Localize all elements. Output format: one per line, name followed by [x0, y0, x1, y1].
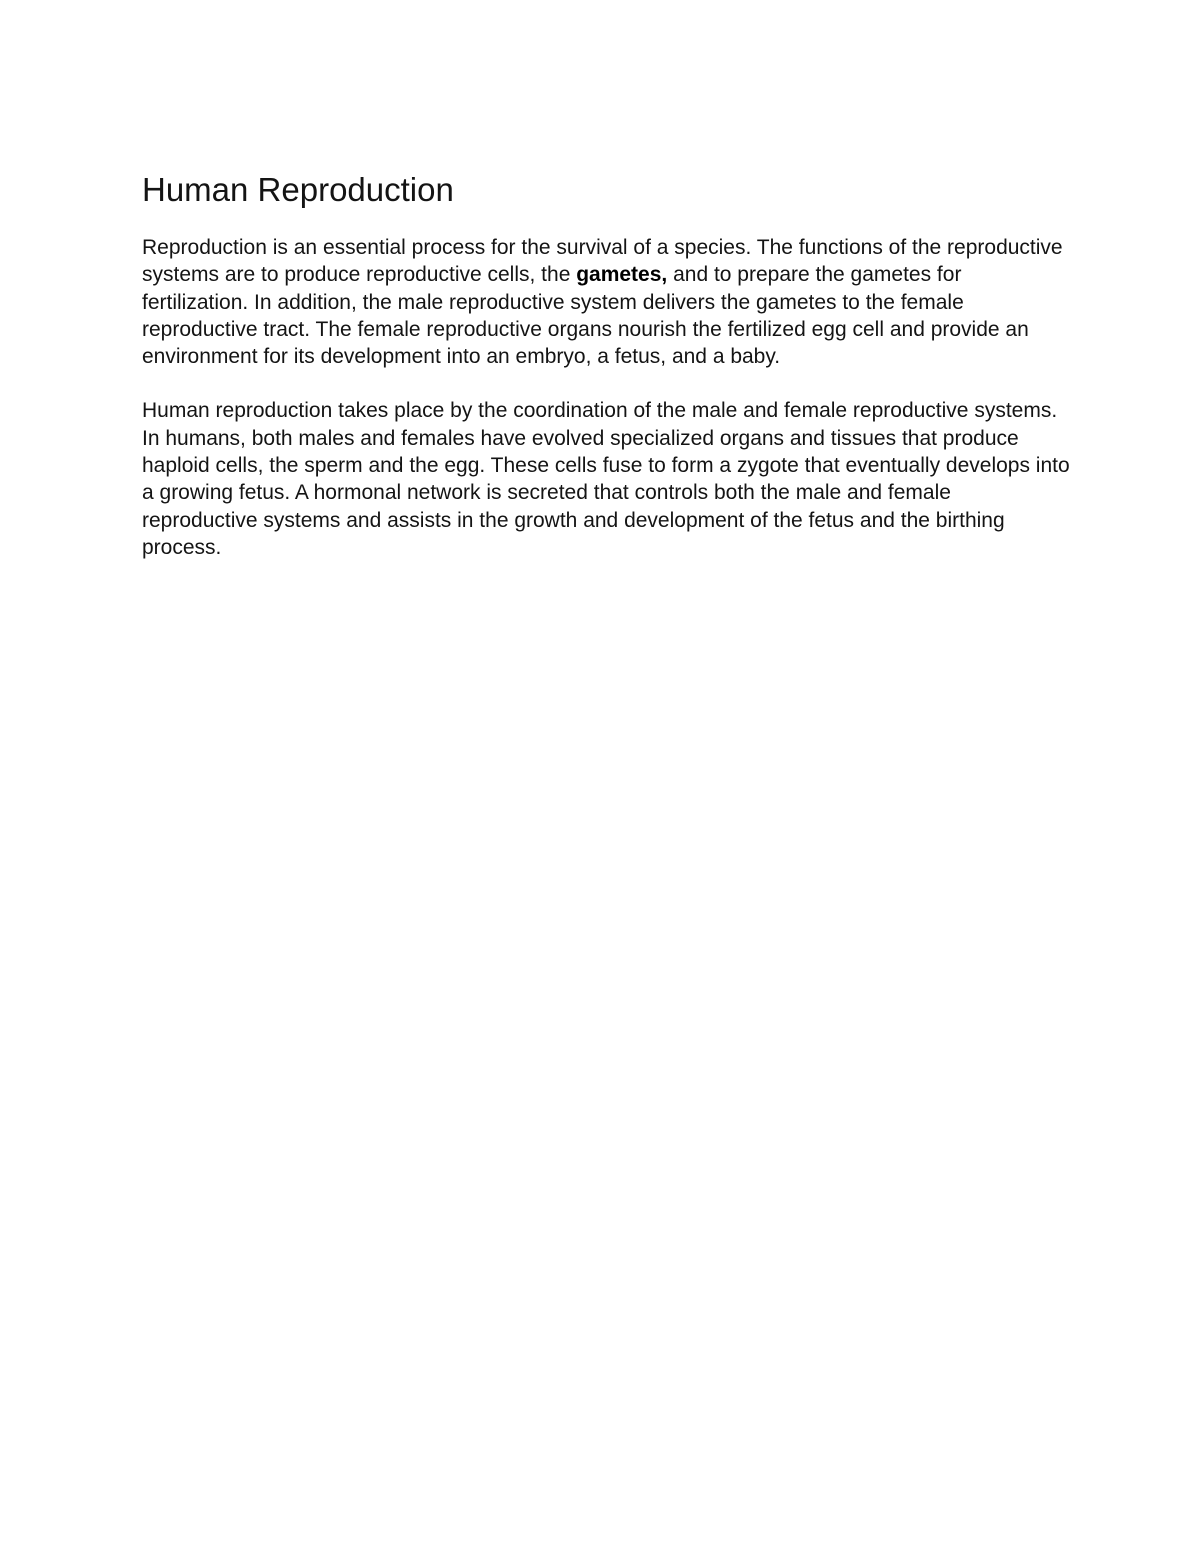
document-body — [142, 168, 1072, 588]
paragraph-intro-text-start: Reproduction is an essential process for the survival of a species. The functions of the reproductive systems are to produce reproductive cells, the — [142, 236, 1063, 287]
page-title: Human Reproduction — [142, 171, 454, 208]
paragraph-coordination: Human reproduction takes place by the coordination of the male and female reproductive systems. In humans, both males and females have evolved specialized organs and tissues that produce haploid cells, the sperm and the egg. These cells fuse to form a zygote that eventually develops into a growing fetus. A hormonal network is secreted that controls both the male and female reproductive systems and assists in the growth and development of the fetus and the birthing process. — [142, 399, 1070, 559]
bold-term-gametes: gametes, — [576, 263, 668, 287]
paragraph-intro — [142, 234, 1072, 370]
paragraph-intro-text-end: and to prepare the gametes for fertilization. In addition, the male reproductive system delivers the gametes to the female reproductive tract. The female reproductive organs nourish the fertilized egg cell and provide an environment for its development into an embryo, a fetus, and a baby. — [142, 263, 1029, 369]
